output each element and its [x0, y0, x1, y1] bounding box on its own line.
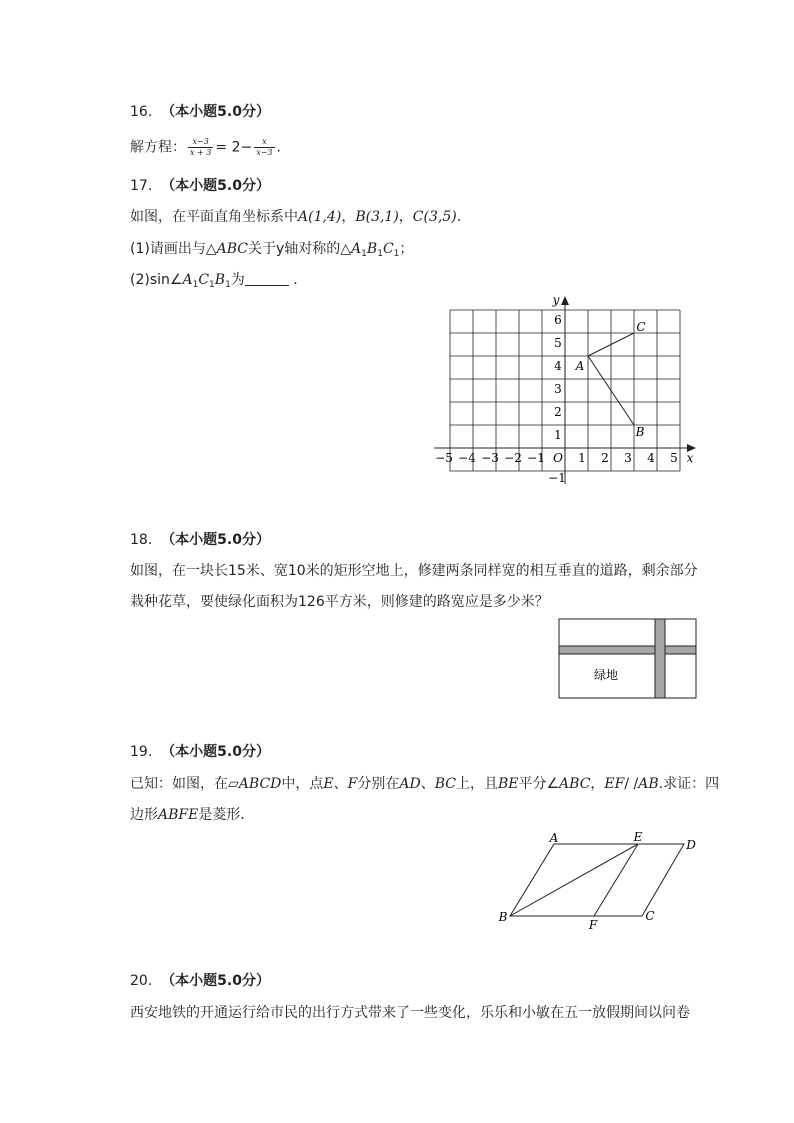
q17-part2-end: 为 — [230, 272, 245, 288]
q18-header — [130, 530, 270, 550]
q17-part1-A: A — [351, 241, 362, 257]
q17-point-a: A(1,4) — [298, 209, 342, 225]
q16-equation — [130, 137, 281, 158]
segment-be — [510, 844, 638, 916]
q17-part1 — [130, 239, 413, 264]
q19-l1a: 已知：如图，在▱ — [130, 776, 239, 792]
q17-part1-C: C — [382, 241, 394, 257]
q17-part1-B: B — [366, 241, 378, 257]
q19-l1r: AB — [638, 776, 659, 792]
q18-line1: 如图，在一块长15米、宽10米的矩形空地上，修建两条同样宽的相互垂直的道路，剩余部分 — [130, 563, 698, 579]
coordinate-grid-figure — [420, 290, 705, 500]
q19-number: 19. — [130, 744, 153, 760]
q19-l1e: 、 — [333, 776, 348, 792]
x-tick-label: 2 — [601, 451, 609, 465]
y-axis-arrow — [561, 296, 569, 305]
q17-part2-tail: . — [288, 272, 298, 288]
y-tick-label: 1 — [554, 428, 562, 442]
q16-lhs-num: x−3 — [188, 137, 213, 148]
q19-l1n: ABC — [559, 776, 591, 792]
x-tick-label: −2 — [504, 451, 522, 465]
q17-number: 17. — [130, 178, 153, 194]
q17-part1-a: (1)请画出与△ — [130, 241, 217, 257]
answer-blank — [245, 271, 289, 286]
q19-line1 — [130, 774, 719, 794]
vertex-d-label: D — [686, 838, 696, 852]
q17-part1-triangle: ABC — [216, 241, 248, 257]
q17-point-c: C(3,5) — [412, 209, 457, 225]
q19-l1m: 平分∠ — [518, 776, 560, 792]
x-tick-label: −3 — [481, 451, 499, 465]
y-tick-label: 4 — [554, 359, 562, 373]
vertical-road — [655, 619, 665, 698]
x-tick-label: 5 — [670, 451, 678, 465]
q16-number: 16. — [130, 104, 153, 120]
y-tick-label: 5 — [554, 336, 562, 350]
q16-score: （本小题5.0分） — [161, 104, 270, 120]
q20-header — [130, 971, 270, 991]
q17-part1-b: 关于y轴对称的△ — [247, 241, 352, 257]
x-tick-label: 3 — [624, 451, 632, 465]
q19-l1h: AD — [399, 776, 421, 792]
vertex-e-label: E — [633, 830, 643, 844]
q17-sep1: ， — [341, 209, 356, 225]
q17-part1-sub-a: 1 — [361, 249, 367, 259]
origin-label: O — [553, 451, 563, 465]
q19-l1o: ， — [590, 776, 605, 792]
q19-l2c: 是菱形． — [198, 807, 255, 823]
q18-number: 18. — [130, 532, 153, 548]
q17-point-b: B(3,1) — [355, 209, 399, 225]
q19-l1b: ABCD — [238, 776, 282, 792]
q17-score: （本小题5.0分） — [161, 178, 270, 194]
point-c-label: C — [636, 320, 646, 334]
q16-lhs-den: x + 3 — [190, 148, 212, 157]
q19-line2 — [130, 805, 254, 825]
q19-l1p: EF — [604, 776, 625, 792]
q17-intro-end: . — [456, 209, 462, 225]
q20-line1: 西安地铁的开通运行给市民的出行方式带来了一些变化，乐乐和小敏在五一放假期间以问卷 — [130, 1005, 690, 1021]
q17-part2-C: C — [198, 272, 210, 288]
q17-intro — [130, 207, 461, 227]
point-a-label: A — [575, 359, 585, 373]
q17-part2-sub-c: 1 — [209, 280, 215, 290]
x-axis-label: x — [686, 451, 694, 465]
q19-l2b: ABFE — [158, 807, 199, 823]
horizontal-road — [559, 646, 696, 654]
vertex-b-label: B — [498, 910, 508, 924]
parallelogram-abcd — [510, 844, 684, 916]
q17-intro-text: 如图，在平面直角坐标系中 — [130, 209, 298, 225]
q16-header — [130, 102, 270, 122]
x-tick-label: −1 — [527, 451, 545, 465]
field-figure — [558, 618, 698, 700]
q17-part2-sub-b: 1 — [225, 280, 231, 290]
q16-rhs-num: x — [254, 137, 274, 148]
q17-part2-A: A — [182, 272, 193, 288]
x-tick-label: −4 — [458, 451, 476, 465]
q18-score: （本小题5.0分） — [161, 532, 270, 548]
x-tick-label: 1 — [578, 451, 586, 465]
q17-part2-a: (2)sin∠ — [130, 272, 183, 288]
q20-number: 20. — [130, 973, 153, 989]
point-b-label: B — [635, 425, 645, 439]
x-tick-label: −5 — [435, 451, 453, 465]
q19-l1g: 分别在 — [357, 776, 400, 792]
q19-l1d: E — [323, 776, 334, 792]
q16-end: . — [276, 139, 281, 156]
q19-l1j: BC — [434, 776, 456, 792]
field-rectangle — [559, 619, 696, 698]
vertex-c-label: C — [645, 909, 655, 923]
q19-header — [130, 742, 270, 762]
q18-line2: 栽种花草，要使绿化面积为126平方米，则修建的路宽应是多少米？ — [130, 594, 549, 610]
segment-ef — [594, 844, 638, 916]
y-axis-label: y — [552, 293, 560, 307]
parallelogram-figure — [492, 828, 704, 932]
q17-part2 — [130, 270, 298, 295]
q16-prompt: 解方程： — [130, 139, 186, 156]
y-neg-tick-label: −1 — [548, 471, 566, 485]
green-area-label: 绿地 — [593, 668, 619, 682]
q16-mid: = 2− — [215, 139, 253, 156]
q19-l1k: 上，且 — [455, 776, 498, 792]
q19-l1l: BE — [497, 776, 519, 792]
q16-rhs-den: x−3 — [256, 148, 273, 157]
y-tick-label: 6 — [554, 313, 562, 327]
q19-l2a: 边形 — [130, 807, 158, 823]
q19-l1i: 、 — [420, 776, 435, 792]
y-tick-label: 2 — [554, 405, 562, 419]
x-tick-label: 4 — [647, 451, 655, 465]
y-tick-label: 3 — [554, 382, 562, 396]
q17-part2-sub-a: 1 — [192, 280, 199, 290]
q17-header — [130, 176, 270, 196]
q19-l1f: F — [347, 776, 358, 792]
q19-score: （本小题5.0分） — [161, 744, 270, 760]
vertex-a-label: A — [549, 831, 559, 845]
q20-score: （本小题5.0分） — [161, 973, 270, 989]
q19-l1q: / / — [624, 776, 639, 792]
q19-l1c: 中，点 — [281, 776, 324, 792]
q17-part1-end: ； — [399, 241, 414, 257]
q16-lhs-fraction — [188, 137, 213, 158]
q17-sep2: ， — [398, 209, 413, 225]
q17-part2-B: B — [214, 272, 226, 288]
q16-rhs-fraction — [254, 137, 274, 158]
q17-part1-sub-b: 1 — [377, 249, 383, 259]
q19-l1s: .求证：四 — [658, 776, 720, 792]
vertex-f-label: F — [588, 918, 598, 932]
q17-part1-sub-c: 1 — [393, 249, 400, 259]
